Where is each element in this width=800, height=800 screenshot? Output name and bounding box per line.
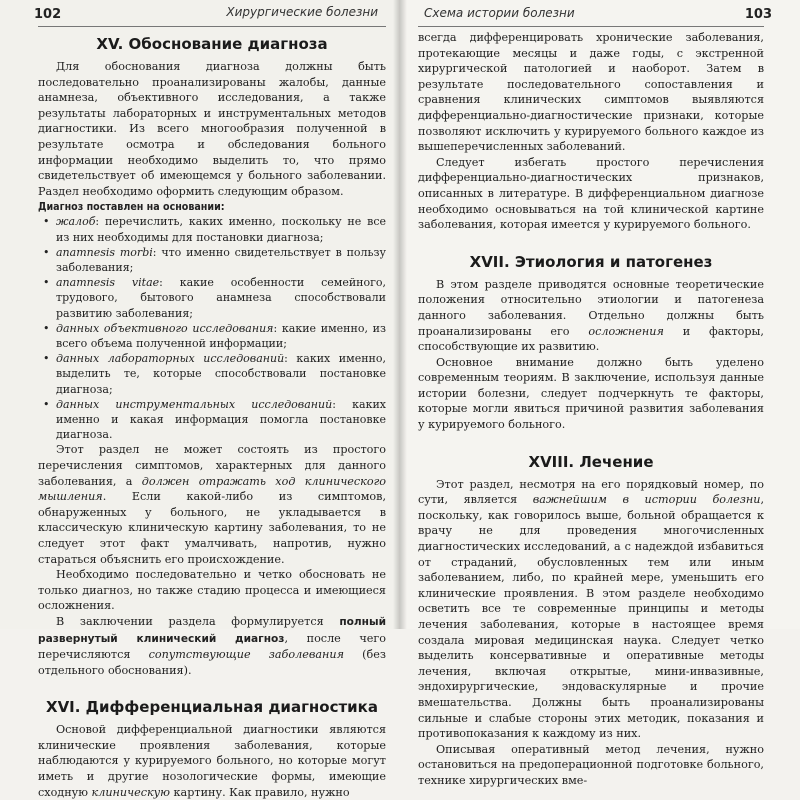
page-number-right: 103 [744, 7, 772, 22]
list-term: anamnesis vitae [56, 276, 160, 290]
running-title-left: Хирургические болезни [226, 5, 378, 19]
paragraph: Основное внимание должно быть уделено современным теориям. В заключение, используя данные истории болезни, следует подчеркнуть те факторы, которые могли явиться причиной развития заболевания у курируемого больного. [418, 355, 764, 432]
list-text: : перечислить, каких именно, поскольку не все из них необходимы для постановки диагноза; [56, 215, 386, 244]
text-run: (без отдельного обоснования). [38, 648, 386, 677]
list-term: данных объективного исследования [56, 321, 274, 335]
paragraph [418, 277, 764, 355]
text-run: В этом разделе приводятся основные теоретические положения относительно этиологии и патогенеза данного заболевания. Отдельно должны быть проанализированы его [418, 277, 764, 338]
list-text: : каких именно, выделить те, которые способствовали постановке диагноза; [56, 352, 386, 396]
list-term: данных инструментальных исследований [56, 397, 333, 411]
emphasis: клиническую [91, 785, 170, 799]
text-run: Этот раздел не может состоять из простого перечисления симптомов, характерных для данного заболевания, а [38, 443, 386, 488]
list-item [38, 397, 386, 443]
page-number-left: 102 [34, 7, 62, 22]
text-run: , поскольку, как говорилось выше, больной обращается к врачу не для проведения многочисленных диагностических исследований, а с надеждой избавиться от страданий, обусловленных тем или иным заболеванием, либо, по крайней мере, уменьшить его клинические проявления. В этом разделе необходимо осветить все те современные принципы и методы лечения заболевания, которые в настоящее время создала мировая медицинская наука. Следует четко выделить консервативные и оперативные методы лечения, включая открытые, мини-инвазивные, эндохирургические, эндоваскулярные и прочие вмешательства. Должны быть проанализированы сильные и слабые стороны этих методик, показания и противопоказания к каждому из них. [418, 493, 764, 741]
heading-section-15: XV. Обоснование диагноза [96, 35, 328, 53]
list-text: : что именно свидетельствует в пользу заболевания; [56, 245, 387, 274]
right-running-header [418, 0, 772, 27]
list-item [38, 245, 386, 275]
list-term: жалоб [56, 215, 96, 229]
paragraph: Описывая оперативный метод лечения, нужно остановиться на предоперационной подготовке больного, технике хирургических вме- [418, 742, 764, 787]
paragraph: всегда дифференцировать хронические заболевания, протекающие месяцы и даже годы, с экстренной хирургической патологией и наоборот. Затем в результате последовательного сопоставления и сравнения клинических симптомов выявляются дифференциально-диагностические признаки, которые позволяют исключить у курируемого больного каждое из вышеперечисленных заболеваний. [418, 31, 764, 154]
text-run: Этот раздел, несмотря на его порядковый номер, по сути, является [418, 477, 764, 507]
text-run: картину. Как правило, нужно [170, 785, 350, 799]
list-item [38, 321, 386, 351]
paragraph [38, 722, 386, 800]
heading-section-16: XVI. Дифференциальная диагностика [46, 698, 378, 717]
left-page [0, 0, 400, 799]
text-run: и факторы, способствующие их развитию. [418, 324, 764, 354]
text-run: , после чего перечисляются [38, 631, 386, 662]
paragraph [38, 614, 386, 678]
paragraph: Для обоснования диагноза должны быть последовательно проанализированы жалобы, данные анамнеза, объективного исследования, а также результаты лабораторных и инструментальных методов диагностики. Из всего многообразия полученной в результате осмотра и обследования больного информации необходимо выделить то, что прямо свидетельствует об имеющемся у больного заболевании. Раздел необходимо оформить следующим образом. [38, 60, 386, 198]
text-run: Основой дифференциальной диагностики являются клинические проявления заболевания, которые наблюдаются у курируемого больного, но которые могут иметь и другие нозологические формы, имеющие сходную [38, 723, 386, 799]
paragraph [38, 442, 386, 567]
bold-term: полный развернутый клинический диагноз [38, 615, 386, 645]
emphasis: осложнения [588, 324, 664, 338]
list-text: : какие именно, из всего объема полученной информации; [56, 321, 387, 350]
right-page [400, 0, 800, 787]
text-run: . Если какой-либо из симптомов, обнаруженных у больного, не укладывается в классическую клиническую картину заболевания, то не следует этот факт умалчивать, напротив, нужно стараться объяснить его происхождение. [38, 490, 386, 566]
list-item [38, 214, 386, 244]
book-gutter [393, 0, 407, 629]
heading-section-18: XVIII. Лечение [528, 452, 654, 471]
heading-section-17: XVII. Этиология и патогенез [469, 252, 713, 271]
basis-list [38, 214, 386, 442]
running-title-right: Схема истории болезни [424, 6, 575, 20]
emphasis: сопутствующие заболевания [148, 648, 345, 662]
list-term: данных лабораторных исследований [56, 352, 285, 366]
emphasis: должен отражать ход клинического мышления [38, 474, 386, 504]
list-item [38, 351, 386, 397]
list-term: anamnesis morbi [56, 245, 153, 259]
basis-label: Диагноз поставлен на основании: [38, 201, 225, 214]
paragraph [418, 477, 764, 742]
list-text: : какие особенности семейного, трудового, бытового анамнеза способствовали развитию заболевания; [56, 276, 386, 320]
list-item [38, 275, 386, 321]
paragraph: Необходимо последовательно и четко обосновать не только диагноз, но также стадию процесса и имеющиеся осложнения. [38, 568, 386, 613]
left-running-header [34, 0, 386, 27]
emphasis: важнейшим в истории болезни [532, 493, 761, 507]
text-run: В заключении раздела формулируется [56, 614, 340, 628]
list-text: : каких именно и какая информация помогла постановке диагноза. [56, 397, 386, 442]
paragraph: Следует избегать простого перечисления дифференциально-диагностических признаков, описанных в литературе. В дифференциальном диагнозе необходимо основываться на той клинической картине заболевания, которая имеется у курируемого больного. [418, 155, 764, 232]
